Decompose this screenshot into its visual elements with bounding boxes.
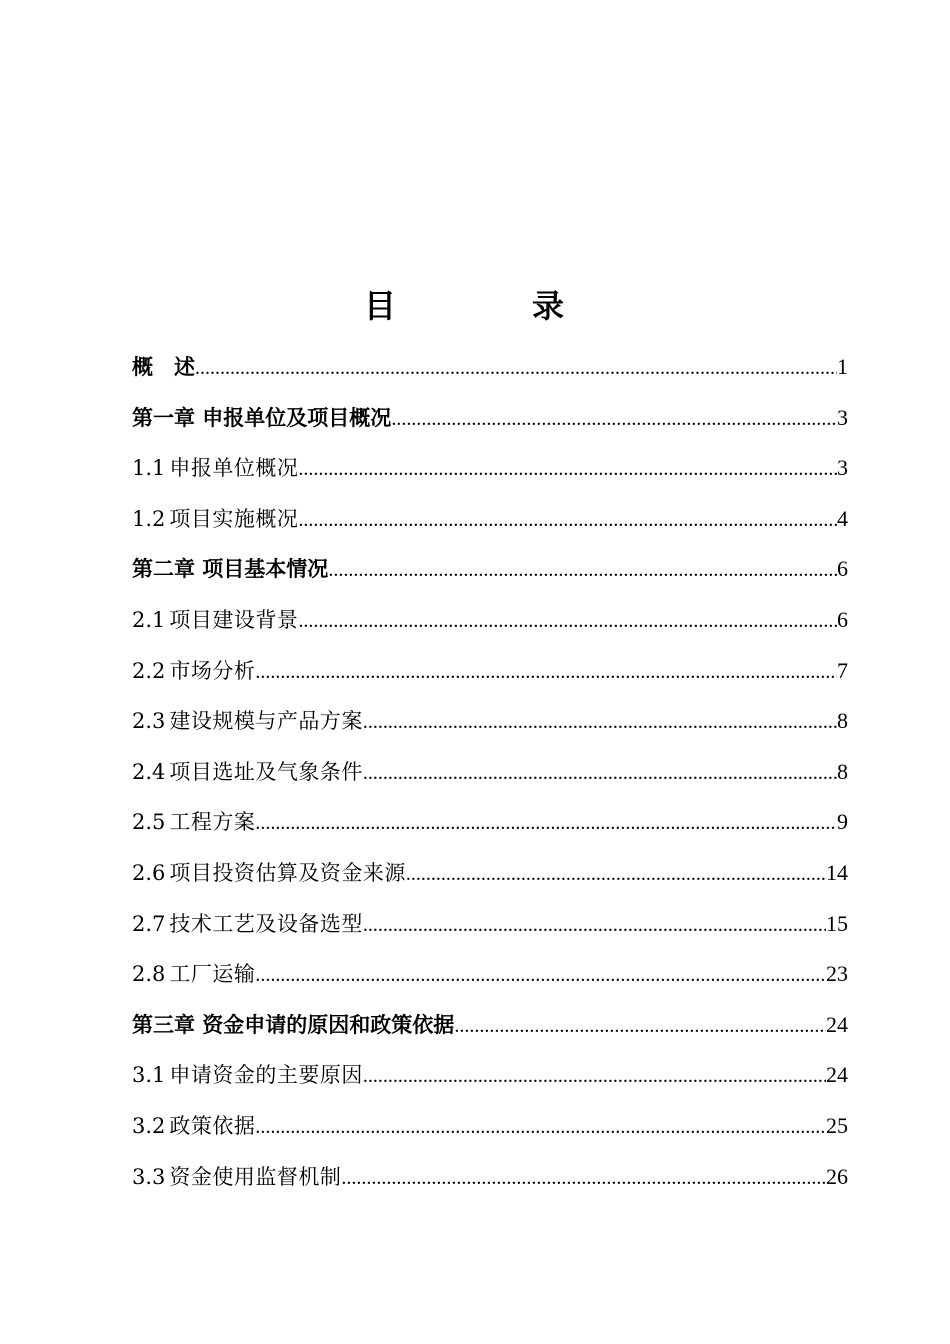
toc-chapter-entry[interactable] [132, 342, 848, 393]
toc-title: 目 录 [363, 287, 616, 325]
toc-entry-label [132, 494, 298, 545]
dot-leader [363, 748, 837, 799]
toc-section-number: 1.2 [132, 506, 166, 531]
toc-page-number: 24 [826, 1062, 848, 1088]
toc-section-number: 2.8 [132, 962, 166, 987]
toc-section-entry[interactable] [132, 899, 848, 950]
toc-entry-text: 概 述 [132, 355, 195, 379]
toc-entry-text: 第二章 项目基本情况 [132, 557, 329, 582]
toc-entry-label [132, 899, 363, 950]
toc-page-number: 9 [837, 809, 848, 835]
dot-leader [255, 798, 837, 849]
toc-section-number: 3.1 [132, 1063, 166, 1088]
dot-leader [454, 1001, 826, 1052]
dot-leader [363, 697, 837, 748]
toc-section-number: 2.1 [132, 607, 166, 632]
dot-leader [298, 596, 837, 647]
toc-section-number: 2.3 [132, 709, 166, 734]
toc-entry-text: 项目建设背景 [169, 607, 299, 632]
toc-section-number: 2.2 [132, 658, 166, 683]
toc-page-number: 1 [837, 354, 848, 379]
toc-entry-text: 工程方案 [169, 810, 256, 835]
dot-leader [406, 849, 826, 900]
dot-leader [341, 1153, 826, 1204]
toc-page-number: 6 [837, 606, 848, 632]
toc-page-number: 6 [837, 556, 848, 582]
toc-chapter-entry[interactable] [132, 393, 848, 444]
toc-page-number: 7 [837, 657, 848, 683]
toc-section-number: 2.4 [132, 759, 166, 784]
toc-page-number: 26 [826, 1163, 848, 1189]
table-of-contents [132, 342, 848, 1202]
toc-section-number: 3.2 [132, 1113, 166, 1138]
toc-section-entry[interactable] [132, 494, 848, 545]
toc-entry-label [132, 342, 195, 393]
toc-entry-label [132, 949, 255, 1000]
toc-chapter-entry[interactable] [132, 544, 848, 595]
toc-page-number: 24 [826, 1011, 848, 1037]
toc-page-number: 15 [826, 910, 848, 936]
toc-entry-text: 项目投资估算及资金来源 [169, 860, 406, 885]
toc-section-entry[interactable] [132, 595, 848, 646]
toc-entry-label [132, 1050, 363, 1101]
toc-entry-text: 工厂运输 [169, 962, 256, 987]
toc-entry-label [132, 646, 255, 697]
toc-section-entry[interactable] [132, 1152, 848, 1203]
dot-leader [363, 900, 826, 951]
toc-entry-label [132, 1152, 341, 1203]
toc-entry-text: 市场分析 [169, 658, 256, 683]
toc-entry-text: 政策依据 [169, 1113, 256, 1138]
toc-section-entry[interactable] [132, 1050, 848, 1101]
dot-leader [255, 1102, 826, 1153]
toc-entry-text: 建设规模与产品方案 [169, 709, 363, 734]
toc-section-number: 2.7 [132, 911, 166, 936]
toc-entry-label [132, 696, 363, 747]
dot-leader [255, 950, 826, 1001]
toc-section-entry[interactable] [132, 1101, 848, 1152]
toc-page-number: 3 [837, 455, 848, 481]
dot-leader [195, 343, 837, 394]
dot-leader [298, 444, 837, 495]
dot-leader [298, 495, 837, 546]
toc-entry-text: 项目实施概况 [169, 506, 299, 531]
toc-page-number: 8 [837, 758, 848, 784]
toc-entry-label [132, 393, 391, 444]
toc-section-entry[interactable] [132, 747, 848, 798]
toc-entry-label [132, 797, 255, 848]
toc-page-number: 23 [826, 961, 848, 987]
toc-entry-label [132, 848, 406, 899]
toc-section-entry[interactable] [132, 848, 848, 899]
toc-page-number: 8 [837, 708, 848, 734]
dot-leader [328, 545, 837, 596]
toc-entry-text: 第三章 资金申请的原因和政策依据 [132, 1012, 455, 1037]
toc-entry-label [132, 544, 328, 595]
toc-page-number: 4 [837, 505, 848, 531]
toc-entry-label [132, 1000, 454, 1051]
toc-page-number: 25 [826, 1112, 848, 1138]
dot-leader [363, 1051, 826, 1102]
toc-section-number: 2.5 [132, 810, 166, 835]
toc-entry-text: 申请资金的主要原因 [169, 1063, 363, 1088]
toc-entry-label [132, 747, 363, 798]
toc-entry-label [132, 595, 298, 646]
toc-page-number: 3 [837, 404, 848, 430]
toc-section-entry[interactable] [132, 646, 848, 697]
toc-section-entry[interactable] [132, 797, 848, 848]
toc-section-entry[interactable] [132, 696, 848, 747]
toc-section-number: 2.6 [132, 860, 166, 885]
toc-entry-text: 技术工艺及设备选型 [169, 911, 363, 936]
toc-section-number: 1.1 [132, 456, 166, 481]
toc-entry-label [132, 443, 298, 494]
toc-entry-text: 资金使用监督机制 [169, 1164, 342, 1189]
toc-page-number: 14 [826, 859, 848, 885]
toc-entry-text: 项目选址及气象条件 [169, 759, 363, 784]
toc-entry-text: 申报单位概况 [169, 456, 299, 481]
dot-leader [255, 647, 837, 698]
dot-leader [391, 394, 837, 445]
toc-chapter-entry[interactable] [132, 1000, 848, 1051]
toc-section-number: 3.3 [132, 1164, 166, 1189]
toc-entry-label [132, 1101, 255, 1152]
toc-section-entry[interactable] [132, 443, 848, 494]
toc-entry-text: 第一章 申报单位及项目概况 [132, 405, 392, 430]
toc-section-entry[interactable] [132, 949, 848, 1000]
